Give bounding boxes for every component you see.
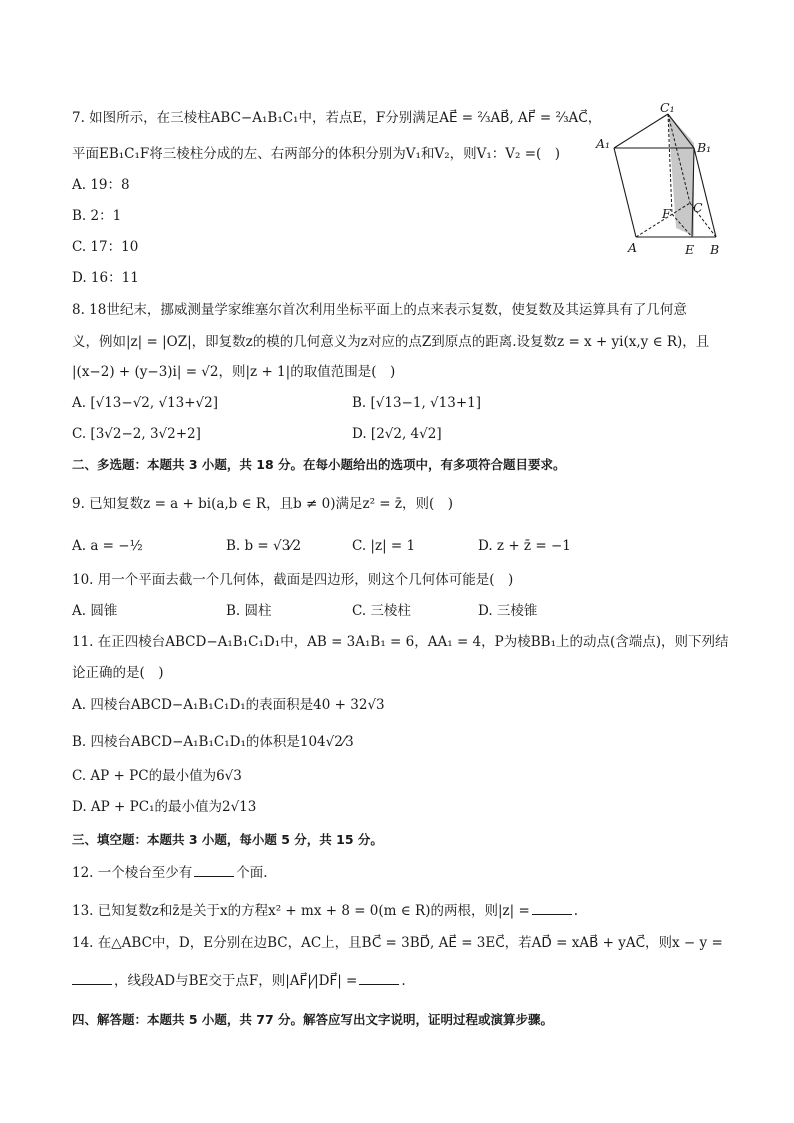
q13-answer-blank[interactable] [532,900,572,915]
label-e: E [685,242,695,257]
q12-line [72,862,268,883]
label-a: A [628,240,638,255]
label-c1: C₁ [660,100,675,115]
q7-line1: 7. 如图所示，在三棱柱ABC−A₁B₁C₁中，若点E，F分别满足AE⃗ = ⅔AB⃗, AF⃗ = ⅔AC⃗， [72,110,602,126]
q8-line2: 义，例如|z| = |OZ|，即复数z的模的几何意义为z对应的点Z到原点的距离.设复数z = x + yi(x,y ∈ R)，且 [72,334,710,350]
q13-text-post: . [573,903,579,919]
q10-line1: 10. 用一个平面去截一个几何体，截面是四边形，则这个几何体可能是( ) [72,572,514,588]
label-c: C [693,200,703,215]
q8-option-b: B. [√13−1, √13+1] [352,395,481,411]
section-4-heading: 四、解答题：本题共 5 小题，共 77 分。解答应写出文字说明，证明过程或演算步骤。 [72,1012,554,1027]
q11-option-b: B. 四棱台ABCD−A₁B₁C₁D₁的体积是104√2⁄3 [72,734,354,750]
section-plane [668,114,694,236]
q12-answer-blank[interactable] [194,862,234,877]
q12-text-pre: 12. 一个棱台至少有 [72,865,193,881]
q12-text-post: 个面. [236,865,268,881]
q14-text-post: . [401,973,406,989]
q9-option-a: A. a = −½ [72,538,143,554]
label-b: B [710,242,720,257]
q8-option-c: C. [3√2−2, 3√2+2] [72,426,201,442]
q9-option-d: D. z + z̄ = −1 [478,538,571,554]
q14-answer-blank-2[interactable] [359,970,399,985]
q9-option-c: C. |z| = 1 [352,538,416,554]
q14-text-mid: ，线段AD与BE交于点F，则|AF⃗|⁄|DF⃗| = [114,973,358,989]
label-f: F [662,206,671,221]
q9-line1: 9. 已知复数z = a + bi(a,b ∈ R，且b ≠ 0)满足z² = z̄，则( ) [72,496,454,512]
q7-option-a: A. 19：8 [72,177,130,193]
q8-option-d: D. [2√2, 4√2] [352,426,442,442]
q11-option-c: C. AP + PC的最小值为6√3 [72,768,242,784]
q7-option-c: C. 17：10 [72,239,139,255]
q13-line [72,900,578,921]
label-a1: A₁ [596,136,611,151]
q14-answer-blank-1[interactable] [72,970,112,985]
label-b1: B₁ [697,140,712,155]
q11-option-d: D. AP + PC₁的最小值为2√13 [72,799,257,815]
q11-line2: 论正确的是( ) [72,665,164,681]
q9-option-b: B. b = √3⁄2 [226,538,302,554]
q14-line1: 14. 在△ABC中，D，E分别在边BC，AC上，且BC⃗ = 3BD⃗, AE⃗ = 3EC⃗，若AD⃗ = xAB⃗ + yAC⃗，则x − y = [72,935,723,951]
section-2-heading: 二、多选题：本题共 3 小题，共 18 分。在每小题给出的选项中，有多项符合题目要求。 [72,457,566,472]
q11-option-a: A. 四棱台ABCD−A₁B₁C₁D₁的表面积是40 + 32√3 [72,697,385,713]
q7-option-d: D. 16：11 [72,270,139,286]
q7-line2: 平面EB₁C₁F将三棱柱分成的左、右两部分的体积分别为V₁和V₂，则V₁：V₂ =( ) [72,146,561,162]
q14-line2 [72,970,406,991]
q8-option-a: A. [√13−√2, √13+√2] [72,395,219,411]
section-3-heading: 三、填空题：本题共 3 小题，每小题 5 分，共 15 分。 [72,832,383,847]
q13-text-pre: 13. 已知复数z和z̄是关于x的方程x² + mx + 8 = 0(m ∈ R)的两根，则|z| = [72,903,530,919]
q11-line1: 11. 在正四棱台ABCD−A₁B₁C₁D₁中，AB = 3A₁B₁ = 6，AA₁ = 4，P为棱BB₁上的动点(含端点)，则下列结 [72,634,729,650]
q10-option-b: B. 圆柱 [226,603,272,619]
prism-figure [592,100,732,265]
q8-line1: 8. 18世纪末，挪威测量学家维塞尔首次利用坐标平面上的点来表示复数，使复数及其运算具有了几何意 [72,302,687,318]
q7-option-b: B. 2：1 [72,208,122,224]
q10-option-d: D. 三棱锥 [478,603,538,619]
q8-line3: |(x−2) + (y−3)i| = √2，则|z + 1|的取值范围是( ) [72,364,396,380]
q10-option-a: A. 圆锥 [72,603,118,619]
q10-option-c: C. 三棱柱 [352,603,411,619]
